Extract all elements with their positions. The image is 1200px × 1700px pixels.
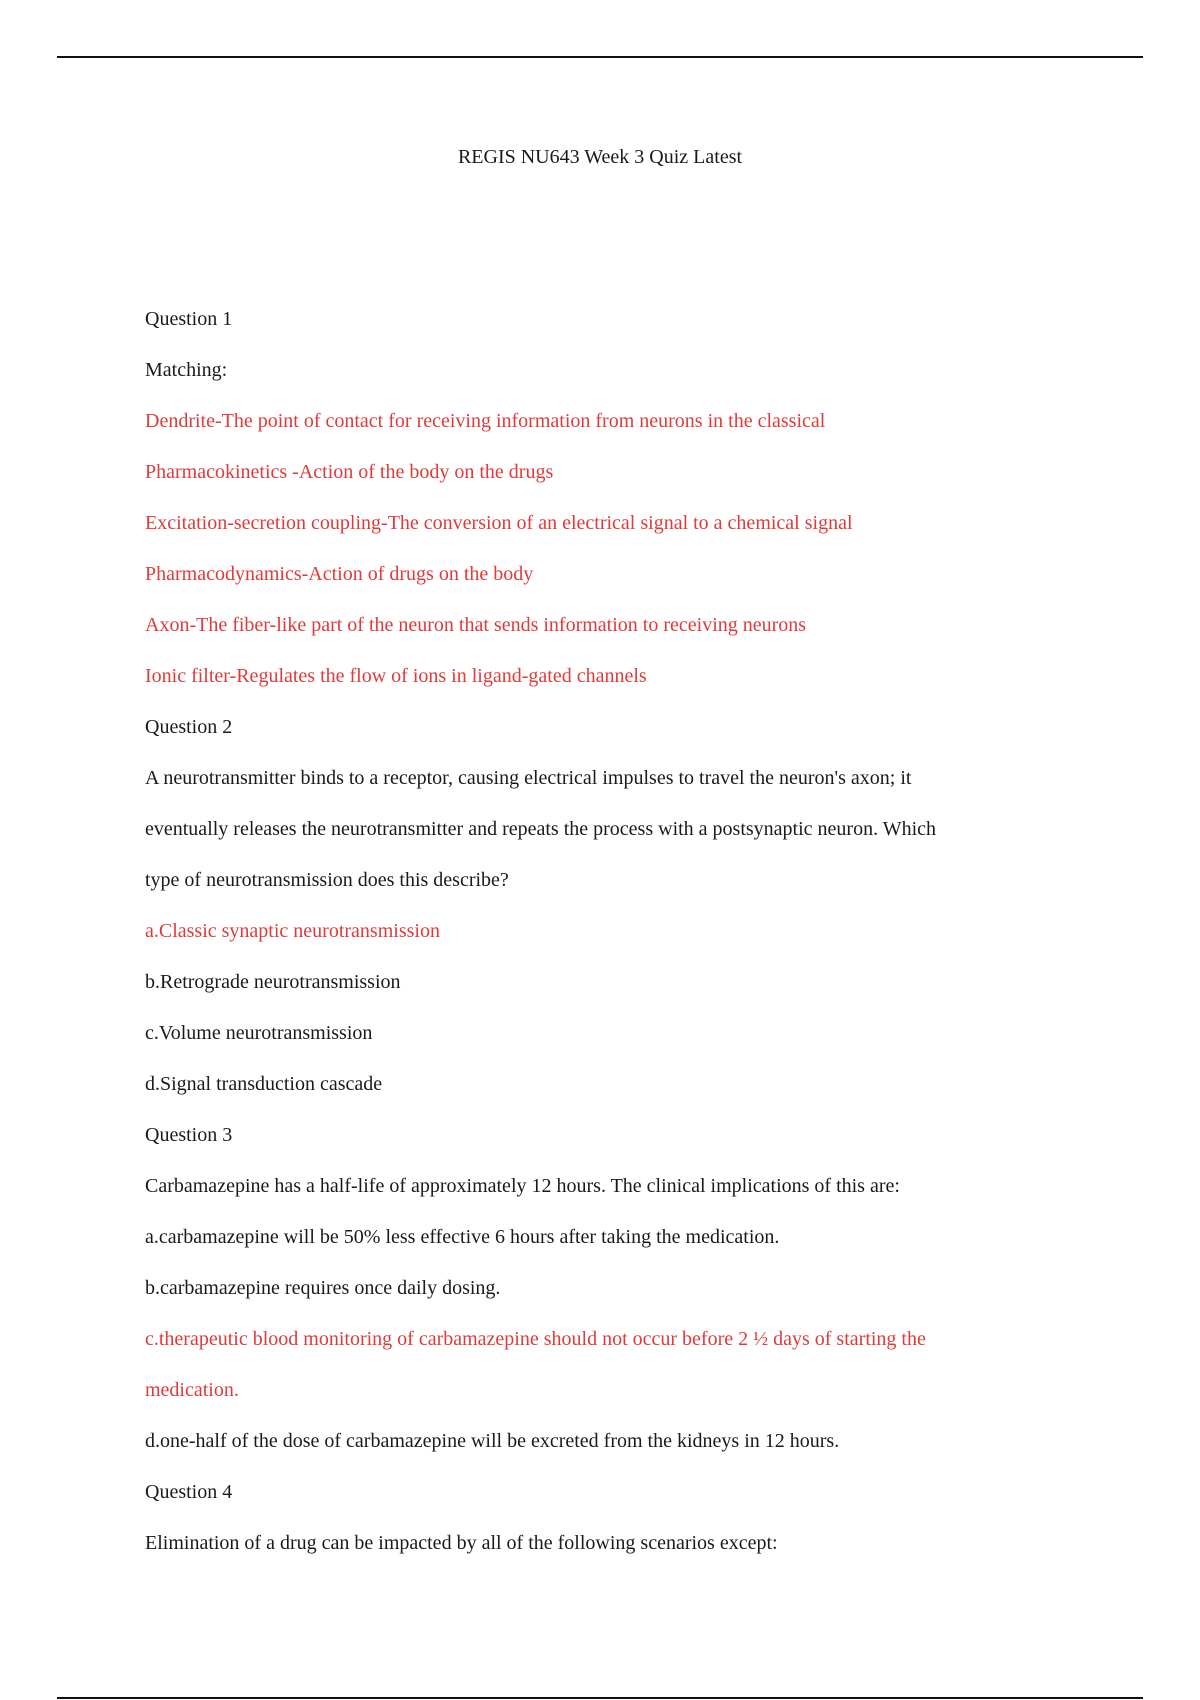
question-3-option-c-correct: c.therapeutic blood monitoring of carbamazepine should not occur before 2 ½ days of starting the bbox=[145, 1328, 926, 1350]
question-3-option-b: b.carbamazepine requires once daily dosing. bbox=[145, 1277, 501, 1299]
document-title: REGIS NU643 Week 3 Quiz Latest bbox=[457, 146, 743, 168]
question-1-answer: Dendrite-The point of contact for receiving information from neurons in the classical bbox=[145, 410, 826, 432]
question-2-stem: A neurotransmitter binds to a receptor, causing electrical impulses to travel the neuron's axon; it bbox=[145, 767, 912, 789]
question-1-answer: Pharmacokinetics -Action of the body on the drugs bbox=[145, 461, 554, 483]
question-4-stem: Elimination of a drug can be impacted by all of the following scenarios except: bbox=[145, 1532, 778, 1554]
question-3-stem: Carbamazepine has a half-life of approximately 12 hours. The clinical implications of this are: bbox=[145, 1175, 900, 1197]
question-1-answer: Ionic filter-Regulates the flow of ions in ligand-gated channels bbox=[145, 665, 647, 687]
question-2-option-c: c.Volume neurotransmission bbox=[145, 1022, 373, 1044]
question-1-heading: Question 1 bbox=[145, 308, 233, 330]
question-2-heading: Question 2 bbox=[145, 716, 233, 738]
question-2-stem: eventually releases the neurotransmitter and repeats the process with a postsynaptic neuron. Which bbox=[145, 818, 937, 840]
question-2-stem: type of neurotransmission does this describe? bbox=[145, 869, 509, 891]
question-3-option-a: a.carbamazepine will be 50% less effective 6 hours after taking the medication. bbox=[145, 1226, 780, 1248]
question-3-option-c-correct-cont: medication. bbox=[145, 1379, 239, 1401]
question-2-option-b: b.Retrograde neurotransmission bbox=[145, 971, 401, 993]
question-1-answer: Pharmacodynamics-Action of drugs on the body bbox=[145, 563, 534, 585]
question-1-answer: Axon-The fiber-like part of the neuron that sends information to receiving neurons bbox=[145, 614, 807, 636]
question-2-option-d: d.Signal transduction cascade bbox=[145, 1073, 383, 1095]
question-1-answer: Excitation-secretion coupling-The conversion of an electrical signal to a chemical signal bbox=[145, 512, 853, 534]
question-2-option-a-correct: a.Classic synaptic neurotransmission bbox=[145, 920, 440, 942]
question-1-prompt: Matching: bbox=[145, 359, 228, 381]
question-3-option-d: d.one-half of the dose of carbamazepine will be excreted from the kidneys in 12 hours. bbox=[145, 1430, 840, 1452]
quiz-content bbox=[145, 294, 1045, 1569]
question-3-heading: Question 3 bbox=[145, 1124, 233, 1146]
header-rule bbox=[57, 56, 1143, 58]
question-4-heading: Question 4 bbox=[145, 1481, 233, 1503]
footer-rule bbox=[57, 1697, 1143, 1699]
